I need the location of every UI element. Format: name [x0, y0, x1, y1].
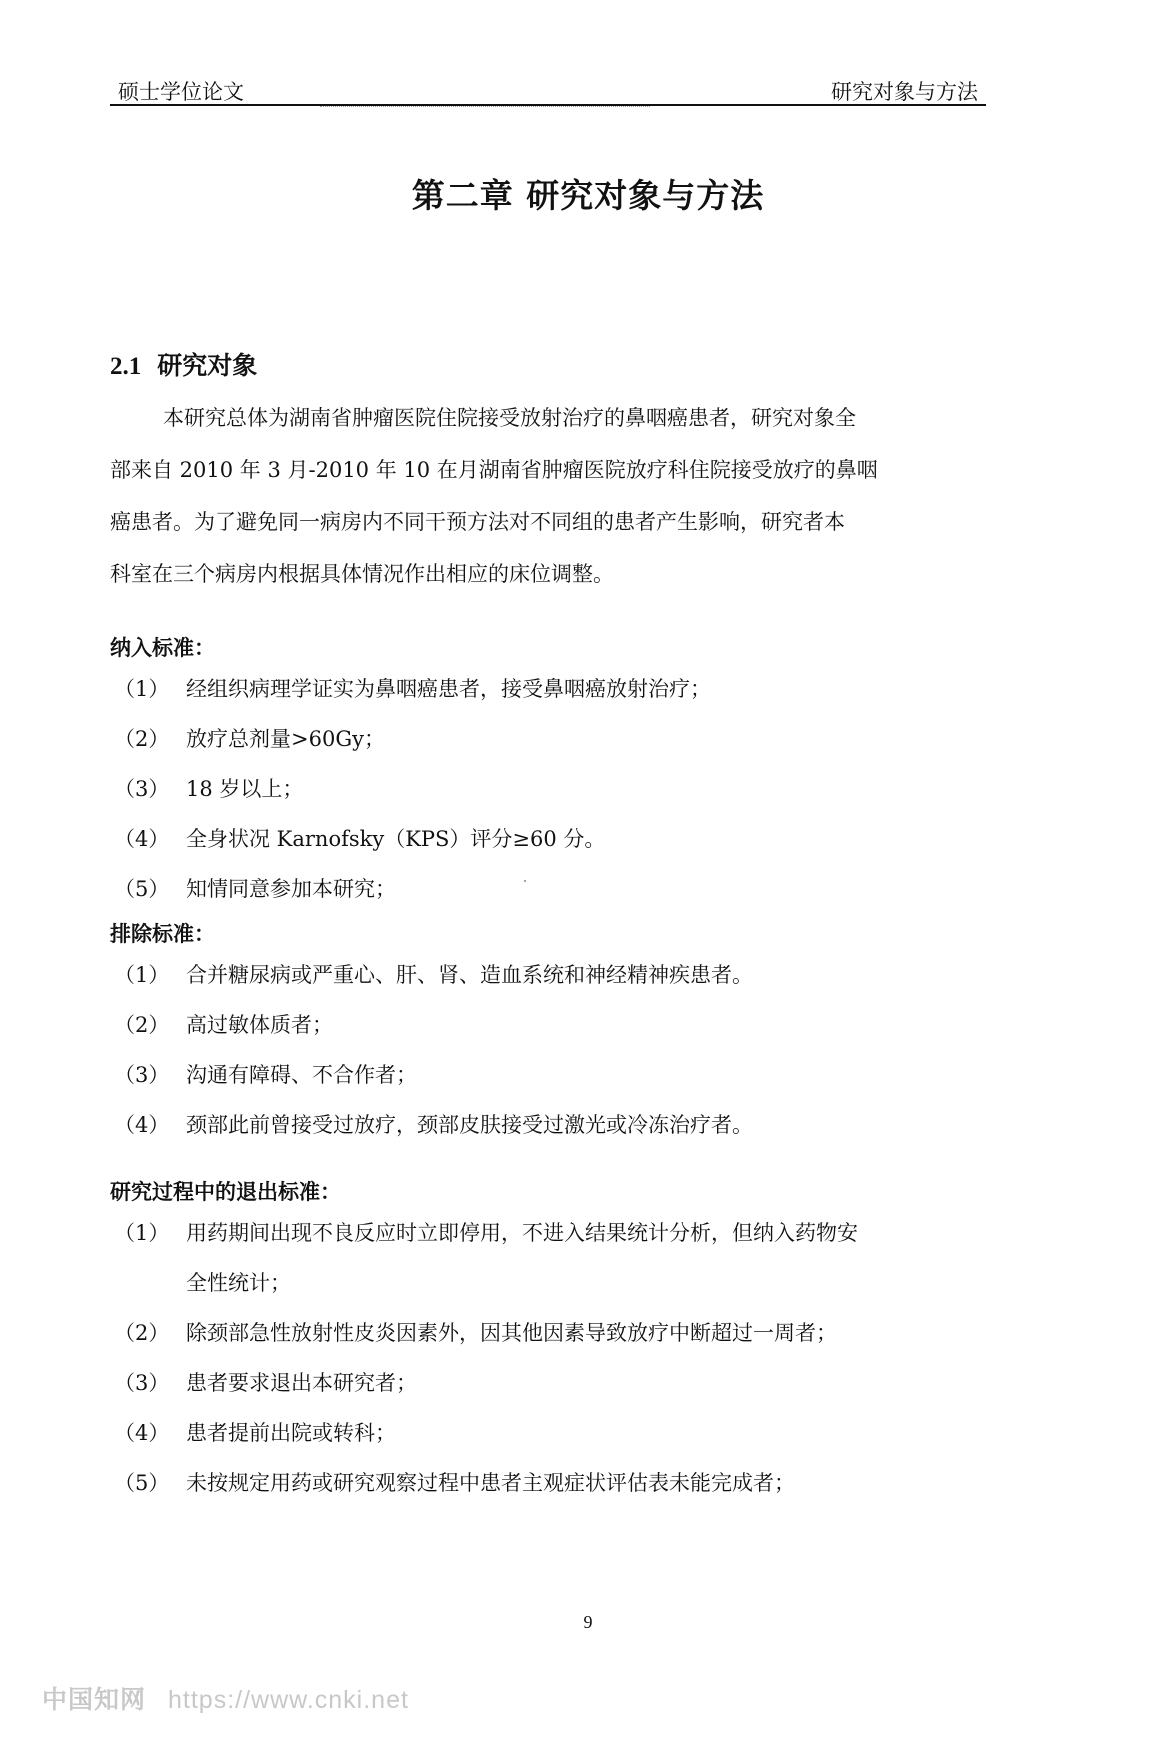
- item-text: 未按规定用药或研究观察过程中患者主观症状评估表未能完成者；: [186, 1471, 795, 1495]
- item-number: （1）: [114, 963, 170, 987]
- item-number: （5）: [114, 1471, 170, 1495]
- withdrawal-list: [110, 1208, 990, 1508]
- list-item: [110, 1100, 990, 1150]
- item-text: 患者要求退出本研究者；: [186, 1371, 417, 1395]
- item-text: 合并糖尿病或严重心、肝、肾、造血系统和神经精神疾患者。: [186, 963, 753, 987]
- watermark: [42, 1680, 409, 1716]
- item-text: 18 岁以上；: [186, 777, 304, 801]
- item-text: 全身状况 Karnofsky（KPS）评分≥60 分。: [186, 827, 606, 851]
- item-number: （1）: [114, 677, 170, 701]
- item-number: （3）: [114, 777, 170, 801]
- item-number: （4）: [114, 827, 170, 851]
- inclusion-list: [110, 664, 990, 914]
- withdrawal-heading: 研究过程中的退出标准：: [110, 1179, 341, 1204]
- item-number: （4）: [114, 1421, 170, 1445]
- header-divider: [320, 106, 650, 107]
- list-item: [110, 1050, 990, 1100]
- item-text: 放疗总剂量>60Gy；: [186, 727, 385, 751]
- page-number: 9: [583, 1612, 593, 1632]
- list-item: [110, 814, 990, 864]
- list-item: [110, 950, 990, 1000]
- item-text: 患者提前出院或转科；: [186, 1421, 396, 1445]
- header-chapter-label: 研究对象与方法: [831, 80, 978, 104]
- section-number: 2.1: [110, 353, 142, 380]
- exclusion-heading: 排除标准：: [110, 921, 215, 946]
- item-text-line: 用药期间出现不良反应时立即停用，不进入结果统计分析，但纳入药物安: [186, 1221, 858, 1245]
- item-text: 经组织病理学证实为鼻咽癌患者，接受鼻咽癌放射治疗；: [186, 677, 711, 701]
- item-text: 颈部此前曾接受过放疗，颈部皮肤接受过激光或冷冻治疗者。: [186, 1113, 753, 1137]
- exclusion-list: [110, 950, 990, 1150]
- item-number: （1）: [114, 1221, 170, 1245]
- item-number: （3）: [114, 1371, 170, 1395]
- item-number: （2）: [114, 727, 170, 751]
- list-item: [110, 1308, 990, 1358]
- watermark-brand: 中国知网: [42, 1686, 147, 1714]
- scan-artifact: [524, 880, 526, 882]
- item-text: 知情同意参加本研究；: [186, 877, 396, 901]
- inclusion-heading: 纳入标准：: [110, 635, 215, 660]
- running-header: [110, 62, 986, 106]
- list-item: [110, 764, 990, 814]
- list-item: [110, 1458, 990, 1508]
- list-item: [110, 1000, 990, 1050]
- chapter-title: 第二章 研究对象与方法: [411, 176, 765, 215]
- paragraph-line: 癌患者。为了避免同一病房内不同干预方法对不同组的患者产生影响，研究者本: [110, 510, 845, 534]
- paragraph-line: 本研究总体为湖南省肿瘤医院住院接受放射治疗的鼻咽癌患者，研究对象全: [163, 406, 856, 430]
- intro-paragraph: [110, 392, 986, 600]
- paragraph-line: 部来自 2010 年 3 月-2010 年 10 在月湖南省肿瘤医院放疗科住院接受放疗的鼻咽: [110, 458, 878, 482]
- item-number: （2）: [114, 1013, 170, 1037]
- paragraph-line: 科室在三个病房内根据具体情况作出相应的床位调整。: [110, 562, 614, 586]
- section-heading: [110, 346, 257, 382]
- list-item: [110, 1358, 990, 1408]
- list-item: [110, 1408, 990, 1458]
- watermark-url: https://www.cnki.net: [168, 1686, 409, 1714]
- list-item: [110, 714, 990, 764]
- item-text: [186, 1208, 986, 1308]
- item-number: （2）: [114, 1321, 170, 1345]
- header-thesis-label: 硕士学位论文: [118, 80, 244, 104]
- item-number: （3）: [114, 1063, 170, 1087]
- item-text-line: 全性统计；: [186, 1271, 291, 1295]
- item-text: 除颈部急性放射性皮炎因素外，因其他因素导致放疗中断超过一周者；: [186, 1321, 837, 1345]
- item-text: 沟通有障碍、不合作者；: [186, 1063, 417, 1087]
- item-text: 高过敏体质者；: [186, 1013, 333, 1037]
- item-number: （4）: [114, 1113, 170, 1137]
- list-item: [110, 1208, 990, 1308]
- section-title: 研究对象: [157, 351, 258, 380]
- item-number: （5）: [114, 877, 170, 901]
- list-item: [110, 864, 990, 914]
- list-item: [110, 664, 990, 714]
